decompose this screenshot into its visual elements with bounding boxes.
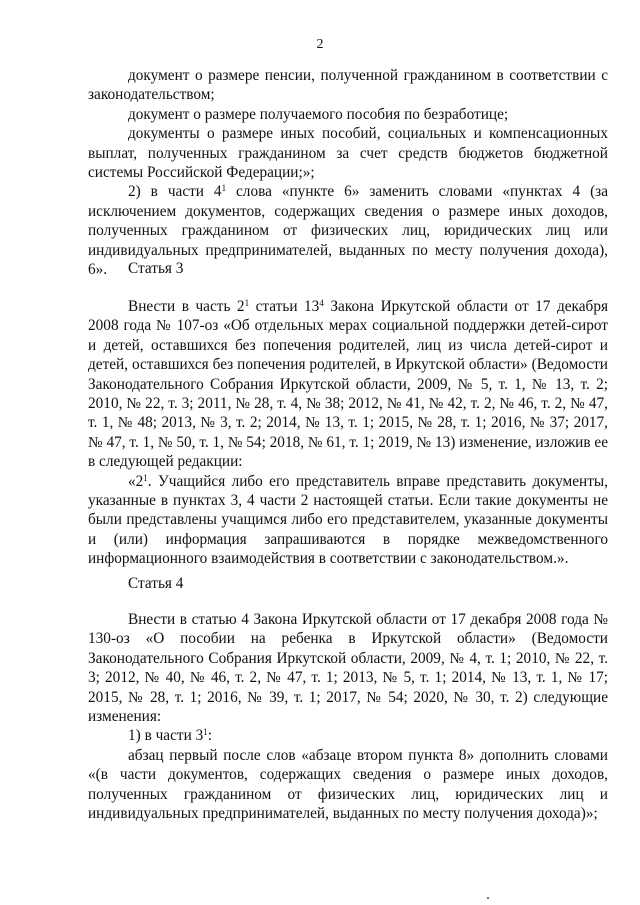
article-3-body — [88, 297, 608, 569]
article-3-intro: Внести в часть $2^1$ статьи $13^4$ Закона Иркутской области от 17 декабря 2008 года № 107-оз «Об отдельных мерах социальной поддержки детей-сирот и детей, оставшихся без попечения родителей, лиц из числа детей-сирот и детей, оставшихся без попечения родителей, в Иркутской области» (Ведомости Законодательного Собрания Иркутской области, 2009, № 5, т. 1, № 13, т. 2; 2010, № 22, т. 3; 2011, № 28, т. 4, № 38; 2012, № 41, № 42, т. 2, № 46, т. 2, № 47, т. 1, № 48; 2013, № 3, т. 2; 2014, № 13, т. 1; 2015, № 28, т. 1; 2016, № 37; 2017, № 47, т. 1, № 50, т. 1, № 54; 2018, № 61, т. 1; 2019, № 13) изменение, изложив ее в следующей редакции: — [88, 298, 608, 471]
article-4-body — [88, 610, 608, 823]
top-text-block — [88, 66, 608, 279]
paragraph-part-4-1: 2) в части $4^1$ слова «пункте 6» заменить словами «пунктах 4 (за исключением документов, содержащих сведения о размере иных доходов, полученных гражданином от физических лиц, юридических лиц или индивидуальных предпринимателей, выданных по месту получения дохода), 6». — [88, 183, 609, 279]
article-3-quote: «$2^1$. Учащийся либо его представитель вправе представить документы, указанные в пунктах 3, 4 части 2 настоящей статьи. Если такие документы не были представлены учащимся либо его представителем, указанные документы и (или) информация запрашиваются в порядке межведомственного информационного взаимодействия в соответствии с законодательством.». — [88, 472, 608, 568]
article-3-heading-block — [88, 259, 608, 278]
paragraph-unemployment: документ о размере получаемого пособия по безработице; — [128, 105, 509, 123]
page-number: 2 — [316, 37, 324, 52]
article-4-heading: Статья 4 — [128, 575, 184, 592]
paragraph-pension: документ о размере пенсии, полученной гражданином в соответствии с законодательством; — [88, 67, 608, 104]
article-4-item-1-text: абзац первый после слов «абзаце втором пункта 8» дополнить словами «(в части документов, содержащих сведения о размере иных доходов, полученных гражданином от физических лиц, юридических лиц и индивидуальных предпринимателей, выданных по месту получения дохода)»; — [88, 746, 608, 823]
article-4-heading-block — [88, 574, 608, 593]
paragraph-other-benefits: документы о размере иных пособий, социальных и компенсационных выплат, полученных гражданином за счет средств бюджетов бюджетной системы Российской Федерации;»; — [88, 125, 608, 182]
scan-speck — [487, 897, 489, 899]
article-4-item-1: 1) в части $3^1$: — [128, 727, 212, 745]
article-4-intro: Внести в статью 4 Закона Иркутской области от 17 декабря 2008 года № 130-оз «О пособии на ребенка в Иркутской области» (Ведомости Законодательного Собрания Иркутской области, 2009, № 4, т. 1; 2010, № 22, т. 3; 2012, № 40, № 46, т. 2, № 47, т. 1; 2013, № 5, т. 1; 2014, № 13, т. 1, № 17; 2015, № 28, т. 1; 2016, № 39, т. 1; 2017, № 54; 2020, № 30, т. 2) следующие изменения: — [88, 611, 608, 726]
article-3-heading: Статья 3 — [128, 260, 184, 277]
